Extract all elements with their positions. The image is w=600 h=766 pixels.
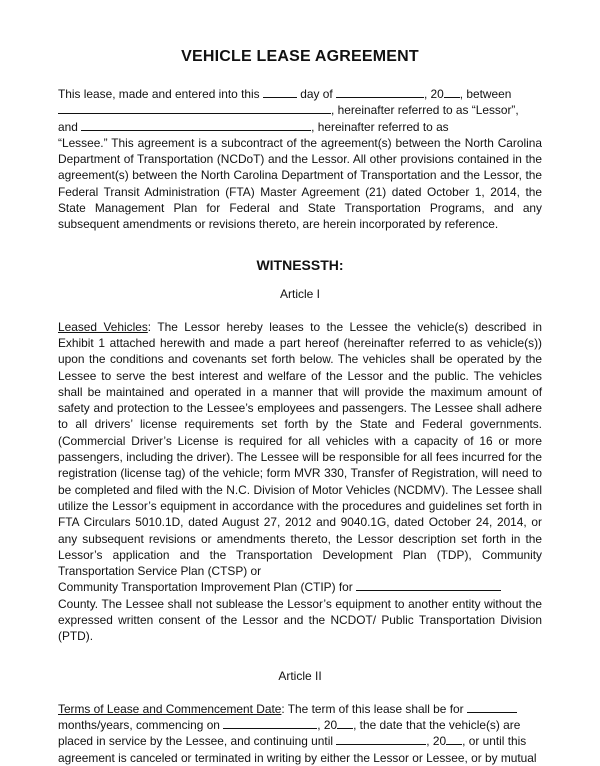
- article-1-body: [58, 319, 542, 580]
- day-blank[interactable]: [263, 86, 297, 98]
- article-1-term: Leased Vehicles: [58, 319, 148, 334]
- article-2-line-4: agreement is canceled or terminated in writing by either the Lessor or Lessee, or by mutual: [58, 750, 537, 765]
- ctip-text: Community Transportation Improvement Plan (CTIP) for: [58, 580, 353, 595]
- intro-text: day of: [300, 87, 333, 101]
- intro-text: , 20: [423, 87, 444, 101]
- term-length-blank[interactable]: [467, 701, 517, 713]
- article-2-text: , the date that the vehicle(s) are: [353, 717, 521, 732]
- lessee-name-blank[interactable]: [81, 119, 311, 131]
- month-blank[interactable]: [336, 86, 424, 98]
- commence-year-blank[interactable]: [337, 717, 353, 729]
- intro-line-1: [58, 86, 542, 102]
- article-2-text: placed in service by the Lessee, and continuing until: [58, 734, 333, 749]
- end-date-blank[interactable]: [336, 733, 426, 745]
- ctip-line: [58, 579, 542, 595]
- article-2-text: months/years, commencing on: [58, 717, 220, 732]
- article-2-text: : The term of this lease shall be for: [281, 701, 464, 716]
- article-1-text: : The Lessor hereby leases to the Lessee the vehicle(s) described in Exhibit 1 attached herewith and made a part hereof (hereinafter referred to as vehicle(s)) upon the conditions and covenants set forth below. The vehicles shall be operated by the Lessee to serve the best interest and welfare of the Lessor and the public. The vehicles shall be maintained and operated in a manner that will provide the maximum amount of safety and protection to the Lessee’s employees and passengers. The Lessee shall adhere to all drivers’ license requirements set forth by the State and Federal governments. (Commercial Driver’s License is required for all vehicles with a capacity of 16 or more passengers, including the driver). The Lessee will be responsible for all fees incurred for the registration (license tag) of the vehicle; form MVR 330, Transfer of Registration, will need to be completed and filed with the N.C. Division of Motor Vehicles (NCDMV). The Lessee shall utilize the Lessor’s equipment in accordance with the procedures and guidelines set forth in FTA Circulars 5010.1D, dated August 27, 2012 and 9040.1G, dated October 24, 2014, or any subsequent revisions or amendments thereto, the Lessor description set forth in the Lessor’s application and the Transportation Development Plan (TDP), Community Transportation Service Plan (CTSP) or: [58, 319, 543, 579]
- intro-text: , between: [459, 87, 512, 101]
- article-2-line-1: [58, 701, 542, 717]
- article-2-text: , 20: [426, 734, 447, 749]
- article-1-section: [58, 319, 542, 645]
- intro-body: “Lessee.” This agreement is a subcontract of the agreement(s) between the North Carolina Department of Transportation (NCDoT) and the Lessor. All other provisions contained in the agreement(s) between the North Carolina Department of Transportation and the Lessor, the Federal Transit Administration (FTA) Master Agreement (21) dated October 1, 2014, the State Management Plan for Federal and State Transportation Programs, and any subsequent amendments or revisions thereto, are herein incorporated by reference.: [58, 135, 542, 232]
- article-2-term: Terms of Lease and Commencement Date: [58, 701, 282, 716]
- article-2-text: , or until this: [462, 734, 527, 749]
- intro-line-2: [58, 102, 542, 118]
- year-blank[interactable]: [444, 86, 460, 98]
- intro-text: , hereinafter referred to as “Lessor”,: [331, 103, 519, 118]
- end-year-blank[interactable]: [446, 733, 462, 745]
- article-2-seg: [58, 717, 520, 733]
- witnessth-heading: WITNESSTH:: [256, 256, 344, 273]
- lessor-name-blank[interactable]: [58, 102, 331, 114]
- intro-section: [58, 86, 542, 233]
- article-2-text: , 20: [317, 717, 338, 732]
- article-2-label: Article II: [278, 668, 322, 683]
- document-title: VEHICLE LEASE AGREEMENT: [181, 48, 419, 65]
- intro-text: and: [58, 119, 78, 134]
- article-2-seg: [58, 733, 526, 749]
- county-blank[interactable]: [356, 579, 501, 591]
- article-2-line-3: [58, 733, 542, 749]
- article-2-line-2: [58, 717, 542, 733]
- intro-text: This lease, made and entered into this: [58, 87, 260, 101]
- intro-line-3: [58, 119, 542, 135]
- commence-date-blank[interactable]: [223, 717, 317, 729]
- article-2-section: [58, 701, 542, 766]
- article-1-tail: County. The Lessee shall not sublease the Lessor’s equipment to another entity without the expressed written consent of the Lessor and the NCDOT/ Public Transportation Division (PTD).: [58, 596, 542, 644]
- intro-text: , hereinafter referred to as: [311, 119, 449, 134]
- article-1-label: Article I: [279, 286, 320, 301]
